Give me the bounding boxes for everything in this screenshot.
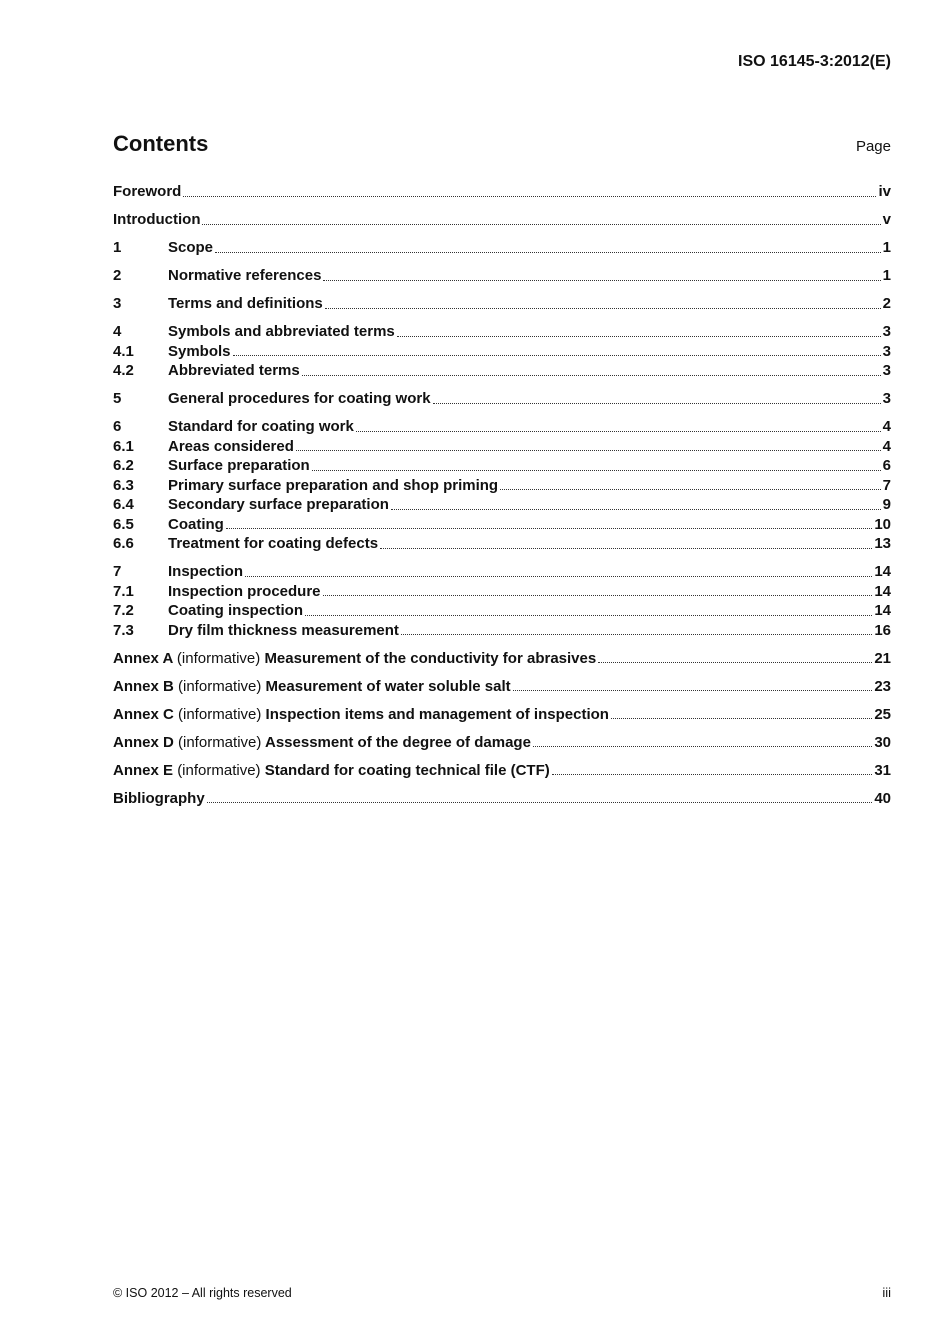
dot-leader: [533, 745, 872, 747]
toc-entry-page: 16: [874, 621, 891, 639]
toc-entry-number: 4: [113, 323, 122, 340]
annex-title: Measurement of the conductivity for abrasives: [264, 649, 597, 667]
dot-leader: [552, 773, 873, 775]
toc-entry[interactable]: [113, 582, 891, 602]
toc-entry-page: 3: [882, 362, 891, 379]
toc-entry-number: 6.4: [113, 496, 134, 513]
toc-entry[interactable]: [113, 705, 891, 725]
annex-label: Annex D: [113, 733, 174, 751]
toc-entry-page: 14: [874, 582, 891, 600]
toc-entry[interactable]: [113, 437, 891, 457]
toc-entry-page: 14: [874, 563, 891, 580]
dot-leader: [611, 717, 872, 719]
toc-entry-number: 7.2: [113, 602, 134, 619]
toc-entry-title: Symbols and abbreviated terms: [168, 323, 395, 340]
toc-entry-number: 3: [113, 295, 122, 312]
toc-entry[interactable]: [113, 417, 891, 437]
toc-entry-page: 14: [874, 602, 891, 619]
toc-entry-number: 6.6: [113, 535, 134, 552]
toc-entry-number: 6: [113, 418, 122, 435]
toc-entry-page: 13: [874, 535, 891, 552]
toc-entry-page: 3: [882, 342, 891, 360]
dot-leader: [323, 594, 873, 596]
toc-entry-title: [113, 733, 531, 753]
toc-entry[interactable]: [113, 476, 891, 496]
toc-entry[interactable]: [113, 456, 891, 476]
annex-label: Annex C: [113, 705, 174, 723]
toc-entry-number: 1: [113, 239, 122, 256]
annex-informative-label: (informative): [178, 733, 262, 751]
toc-entry-title: Abbreviated terms: [168, 362, 300, 379]
toc-entry-title: Standard for coating work: [168, 418, 354, 435]
toc-entry-page: 2: [882, 295, 891, 312]
dot-leader: [513, 689, 873, 691]
toc-entry[interactable]: [113, 761, 891, 781]
page-column-label: Page: [855, 138, 891, 155]
toc-entry-title: [113, 705, 609, 725]
toc-entry-page: 23: [874, 677, 891, 695]
annex-label: Annex E: [113, 761, 174, 779]
annex-informative-label: (informative): [178, 677, 262, 695]
dot-leader: [215, 251, 881, 253]
toc-entry-page: 3: [882, 323, 891, 340]
toc-entry-page: 21: [874, 649, 891, 667]
toc-entry[interactable]: [113, 789, 891, 809]
dot-leader: [323, 279, 880, 281]
toc-entry[interactable]: [113, 342, 891, 362]
toc-entry-title: Inspection: [168, 563, 244, 580]
toc-entry-title: [113, 761, 550, 781]
annex-informative-label: (informative): [176, 649, 261, 667]
toc-entry[interactable]: [113, 182, 891, 202]
annex-title: Assessment of the degree of damage: [265, 733, 531, 751]
annex-label: Annex A: [113, 649, 173, 667]
page-number: iii: [882, 1285, 891, 1300]
annex-informative-label: (informative): [177, 761, 261, 779]
toc-entry-page: 25: [874, 705, 891, 723]
contents-heading: Contents: [113, 131, 209, 156]
toc-entry[interactable]: [113, 649, 891, 669]
toc-entry-title: Coating: [168, 515, 224, 533]
dot-leader: [391, 508, 881, 510]
dot-leader: [356, 430, 881, 432]
annex-title: Measurement of water soluble salt: [265, 677, 511, 695]
annex-informative-label: (informative): [178, 705, 262, 723]
toc-entry-page: 10: [874, 515, 891, 533]
dot-leader: [433, 402, 881, 404]
toc-entry-page: 30: [874, 733, 891, 751]
annex-label: Annex B: [113, 677, 174, 695]
annex-title: Standard for coating technical file (CTF): [264, 761, 550, 779]
dot-leader: [226, 527, 872, 529]
toc-entry-page: v: [882, 211, 891, 228]
toc-entry-title: Terms and definitions: [168, 295, 323, 312]
toc-entry[interactable]: [113, 322, 891, 342]
toc-entry-page: 3: [882, 390, 891, 407]
toc-entry-page: 7: [882, 476, 891, 494]
dot-leader: [312, 469, 881, 471]
toc-entry[interactable]: [113, 495, 891, 515]
toc-entry-page: 1: [882, 239, 891, 256]
toc-entry-title: [113, 649, 596, 669]
dot-leader: [302, 374, 881, 376]
dot-leader: [183, 195, 876, 197]
toc-entry-page: 40: [874, 789, 891, 807]
toc-entry-title: Dry film thickness measurement: [168, 621, 399, 639]
toc-entry[interactable]: [113, 294, 891, 314]
toc-entry-title: Foreword: [113, 183, 182, 200]
toc-entry-title: General procedures for coating work: [168, 390, 431, 407]
toc-entry-number: 4.1: [113, 342, 134, 360]
toc-entry[interactable]: [113, 361, 891, 381]
toc-entry[interactable]: [113, 621, 891, 641]
toc-entry-title: Bibliography: [113, 789, 205, 807]
dot-leader: [380, 547, 872, 549]
toc-entry[interactable]: [113, 266, 891, 286]
toc-entry-page: 1: [882, 267, 891, 284]
toc-entry-title: Symbols: [168, 342, 231, 360]
document-id: ISO 16145-3:2012(E): [738, 53, 891, 70]
toc-entry[interactable]: [113, 389, 891, 409]
toc-entry-title: Surface preparation: [168, 457, 310, 474]
toc-entry-page: 4: [882, 418, 891, 435]
toc-entry-number: 6.2: [113, 457, 134, 474]
toc-entry-title: Introduction: [113, 211, 201, 228]
toc-entry-page: 31: [874, 761, 891, 779]
toc-entry[interactable]: [113, 534, 891, 554]
toc-entry-number: 6.1: [113, 437, 134, 455]
toc-entry-title: [113, 677, 511, 697]
dot-leader: [401, 633, 872, 635]
dot-leader: [325, 307, 881, 309]
toc-entry-number: 6.5: [113, 515, 134, 533]
toc-entry-number: 7: [113, 563, 122, 580]
toc-entry[interactable]: [113, 677, 891, 697]
toc-entry[interactable]: [113, 562, 891, 582]
toc-entry-title: Areas considered: [168, 437, 294, 455]
dot-leader: [245, 575, 872, 577]
toc-entry-title: Scope: [168, 239, 214, 256]
toc-entry-title: Coating inspection: [168, 602, 303, 619]
toc-entry-page: 6: [882, 457, 891, 474]
toc-entry-title: Secondary surface preparation: [168, 496, 389, 513]
toc-entry-page: 9: [882, 496, 891, 513]
toc-entry-page: iv: [878, 183, 891, 200]
toc-entry[interactable]: [113, 238, 891, 258]
toc-entry-number: 6.3: [113, 476, 134, 494]
dot-leader: [202, 223, 880, 225]
toc-entry-number: 7.1: [113, 582, 134, 600]
toc-entry-number: 7.3: [113, 621, 134, 639]
dot-leader: [397, 335, 881, 337]
dot-leader: [500, 488, 881, 490]
toc-entry-title: Treatment for coating defects: [168, 535, 379, 552]
toc-entry[interactable]: [113, 601, 891, 621]
toc-entry-page: 4: [882, 437, 891, 455]
toc-entry-number: 5: [113, 390, 122, 407]
toc-entry-title: Inspection procedure: [168, 582, 321, 600]
toc-entry[interactable]: [113, 515, 891, 535]
dot-leader: [598, 661, 872, 663]
dot-leader: [296, 449, 881, 451]
dot-leader: [207, 801, 873, 803]
toc-entry-number: 4.2: [113, 362, 134, 379]
table-of-contents: [113, 182, 891, 808]
dot-leader: [233, 354, 881, 356]
copyright-notice: © ISO 2012 – All rights reserved: [113, 1286, 292, 1300]
annex-title: Inspection items and management of inspection: [265, 705, 609, 723]
toc-entry[interactable]: [113, 210, 891, 230]
toc-entry-title: Primary surface preparation and shop priming: [168, 476, 499, 494]
dot-leader: [305, 614, 872, 616]
toc-entry-number: 2: [113, 267, 122, 284]
toc-entry-title: Normative references: [168, 267, 322, 284]
toc-entry[interactable]: [113, 733, 891, 753]
